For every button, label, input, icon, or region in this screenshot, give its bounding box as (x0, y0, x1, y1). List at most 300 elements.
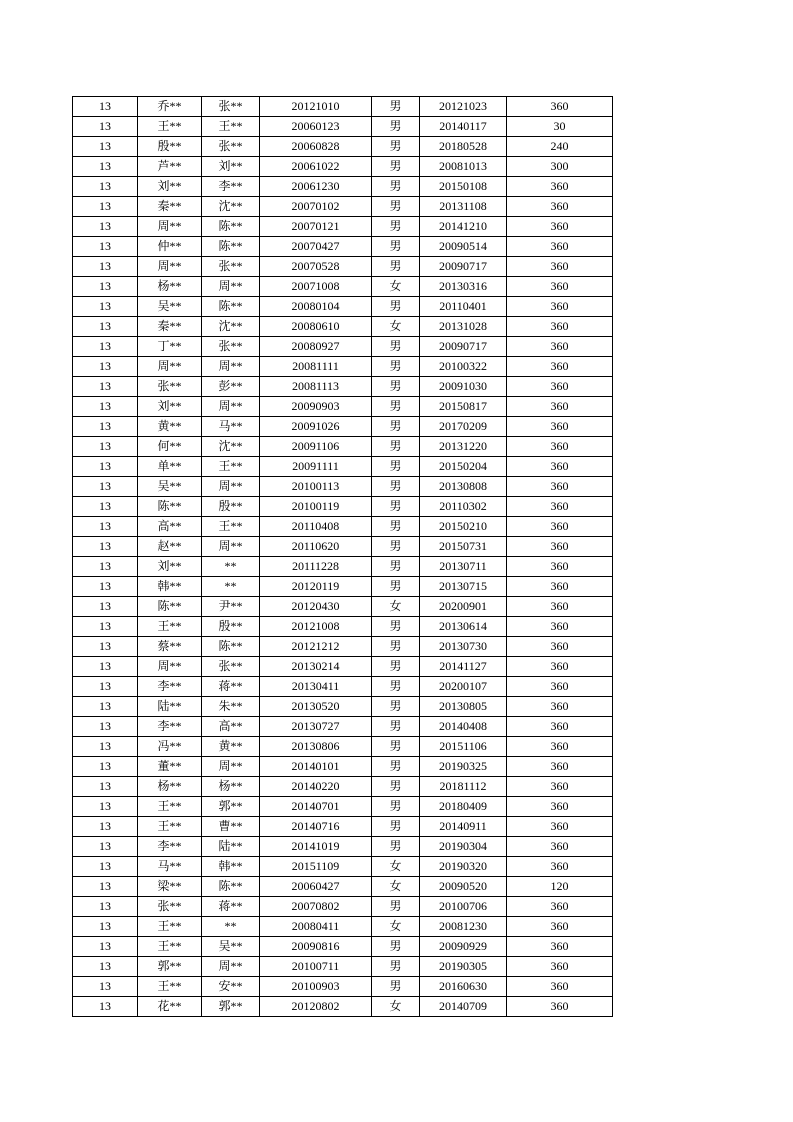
table-row (73, 317, 613, 337)
cell-name: 王** (138, 977, 202, 997)
cell-name-2: 杨** (202, 777, 260, 797)
cell-date-1: 20060427 (260, 877, 372, 897)
table-row (73, 377, 613, 397)
table-row (73, 297, 613, 317)
cell-amount: 360 (507, 497, 613, 517)
cell-name: 秦** (138, 197, 202, 217)
cell-name: 殷** (138, 137, 202, 157)
cell-date-1: 20090816 (260, 937, 372, 957)
cell-name: 赵** (138, 537, 202, 557)
cell-name-2: 蒋** (202, 897, 260, 917)
cell-name-2: 陈** (202, 217, 260, 237)
cell-group-number: 13 (73, 877, 138, 897)
cell-name-2: 李** (202, 177, 260, 197)
cell-group-number: 13 (73, 957, 138, 977)
cell-amount: 360 (507, 717, 613, 737)
cell-group-number: 13 (73, 757, 138, 777)
cell-date-1: 20130411 (260, 677, 372, 697)
cell-group-number: 13 (73, 317, 138, 337)
cell-amount: 360 (507, 197, 613, 217)
cell-amount: 360 (507, 317, 613, 337)
cell-date-2: 20130808 (420, 477, 507, 497)
cell-amount: 360 (507, 777, 613, 797)
cell-date-2: 20110302 (420, 497, 507, 517)
table-row (73, 277, 613, 297)
cell-name: 冯** (138, 737, 202, 757)
cell-name-2: 郭** (202, 997, 260, 1017)
cell-date-1: 20120119 (260, 577, 372, 597)
cell-name-2: 周** (202, 477, 260, 497)
cell-date-1: 20140101 (260, 757, 372, 777)
cell-group-number: 13 (73, 817, 138, 837)
cell-name-2: 张** (202, 337, 260, 357)
cell-amount: 360 (507, 537, 613, 557)
cell-name-2: 陈** (202, 297, 260, 317)
cell-date-2: 20131220 (420, 437, 507, 457)
cell-name: 马** (138, 857, 202, 877)
cell-amount: 360 (507, 817, 613, 837)
table-row (73, 737, 613, 757)
records-table (72, 96, 613, 1017)
table-row (73, 137, 613, 157)
cell-group-number: 13 (73, 557, 138, 577)
cell-group-number: 13 (73, 437, 138, 457)
cell-gender: 男 (372, 757, 420, 777)
cell-group-number: 13 (73, 157, 138, 177)
cell-date-2: 20100322 (420, 357, 507, 377)
cell-name-2: 吴** (202, 937, 260, 957)
cell-date-2: 20150731 (420, 537, 507, 557)
cell-date-2: 20180409 (420, 797, 507, 817)
cell-gender: 男 (372, 537, 420, 557)
cell-amount: 360 (507, 577, 613, 597)
cell-date-2: 20130715 (420, 577, 507, 597)
cell-date-1: 20090903 (260, 397, 372, 417)
cell-gender: 男 (372, 117, 420, 137)
cell-date-2: 20150108 (420, 177, 507, 197)
cell-gender: 男 (372, 797, 420, 817)
cell-amount: 360 (507, 757, 613, 777)
cell-date-2: 20121023 (420, 97, 507, 117)
cell-name-2: 沈** (202, 197, 260, 217)
cell-date-2: 20160630 (420, 977, 507, 997)
cell-date-1: 20080927 (260, 337, 372, 357)
cell-name: 周** (138, 257, 202, 277)
cell-amount: 360 (507, 397, 613, 417)
cell-date-1: 20110408 (260, 517, 372, 537)
table-row (73, 837, 613, 857)
cell-amount: 120 (507, 877, 613, 897)
cell-date-2: 20140408 (420, 717, 507, 737)
cell-date-1: 20081111 (260, 357, 372, 377)
cell-date-1: 20070427 (260, 237, 372, 257)
cell-gender: 男 (372, 717, 420, 737)
cell-group-number: 13 (73, 577, 138, 597)
cell-gender: 男 (372, 357, 420, 377)
cell-amount: 240 (507, 137, 613, 157)
cell-date-2: 20181112 (420, 777, 507, 797)
cell-date-1: 20061022 (260, 157, 372, 177)
cell-date-2: 20150817 (420, 397, 507, 417)
table-row (73, 677, 613, 697)
cell-date-2: 20180528 (420, 137, 507, 157)
cell-group-number: 13 (73, 237, 138, 257)
cell-name-2: 周** (202, 537, 260, 557)
cell-gender: 男 (372, 777, 420, 797)
cell-date-2: 20141127 (420, 657, 507, 677)
cell-gender: 男 (372, 337, 420, 357)
cell-name-2: 陈** (202, 237, 260, 257)
cell-gender: 男 (372, 397, 420, 417)
cell-name: 王** (138, 937, 202, 957)
cell-name: 黄** (138, 417, 202, 437)
cell-name: 仲** (138, 237, 202, 257)
cell-gender: 男 (372, 297, 420, 317)
cell-name-2: ** (202, 577, 260, 597)
table-row (73, 717, 613, 737)
cell-name: 丁** (138, 337, 202, 357)
cell-amount: 360 (507, 517, 613, 537)
cell-name-2: 蒋** (202, 677, 260, 697)
cell-name-2: 殷** (202, 497, 260, 517)
cell-name-2: 张** (202, 97, 260, 117)
table-row (73, 657, 613, 677)
cell-name-2: 沈** (202, 317, 260, 337)
cell-amount: 360 (507, 977, 613, 997)
cell-gender: 男 (372, 577, 420, 597)
cell-gender: 男 (372, 837, 420, 857)
cell-gender: 男 (372, 437, 420, 457)
table-row (73, 597, 613, 617)
table-row (73, 977, 613, 997)
cell-gender: 女 (372, 597, 420, 617)
cell-amount: 360 (507, 337, 613, 357)
cell-name: 吴** (138, 297, 202, 317)
cell-name-2: 周** (202, 757, 260, 777)
table-row (73, 237, 613, 257)
cell-name-2: 陆** (202, 837, 260, 857)
cell-date-1: 20140701 (260, 797, 372, 817)
cell-name-2: 周** (202, 957, 260, 977)
cell-name: 刘** (138, 557, 202, 577)
cell-name: 王** (138, 117, 202, 137)
cell-gender: 男 (372, 477, 420, 497)
cell-date-1: 20070802 (260, 897, 372, 917)
cell-date-1: 20151109 (260, 857, 372, 877)
cell-name-2: 周** (202, 357, 260, 377)
cell-date-1: 20080610 (260, 317, 372, 337)
cell-name: 王** (138, 917, 202, 937)
table-row (73, 497, 613, 517)
cell-name-2: 张** (202, 657, 260, 677)
cell-group-number: 13 (73, 537, 138, 557)
table-row (73, 437, 613, 457)
cell-date-1: 20060828 (260, 137, 372, 157)
cell-name-2: 郭** (202, 797, 260, 817)
cell-date-2: 20110401 (420, 297, 507, 317)
cell-name: 单** (138, 457, 202, 477)
cell-group-number: 13 (73, 657, 138, 677)
cell-gender: 男 (372, 177, 420, 197)
cell-name: 张** (138, 377, 202, 397)
cell-date-1: 20100113 (260, 477, 372, 497)
table-row (73, 857, 613, 877)
cell-amount: 360 (507, 857, 613, 877)
table-row (73, 197, 613, 217)
cell-group-number: 13 (73, 917, 138, 937)
cell-name: 郭** (138, 957, 202, 977)
cell-amount: 360 (507, 377, 613, 397)
cell-amount: 360 (507, 97, 613, 117)
cell-group-number: 13 (73, 377, 138, 397)
cell-amount: 360 (507, 217, 613, 237)
cell-group-number: 13 (73, 677, 138, 697)
cell-date-2: 20090929 (420, 937, 507, 957)
cell-gender: 男 (372, 497, 420, 517)
table-row (73, 357, 613, 377)
table-row (73, 997, 613, 1017)
cell-amount: 360 (507, 177, 613, 197)
table-row (73, 257, 613, 277)
table-row (73, 157, 613, 177)
table-row (73, 477, 613, 497)
cell-date-2: 20150204 (420, 457, 507, 477)
cell-date-2: 20130614 (420, 617, 507, 637)
cell-date-1: 20080104 (260, 297, 372, 317)
cell-date-1: 20091106 (260, 437, 372, 457)
cell-group-number: 13 (73, 217, 138, 237)
cell-gender: 男 (372, 517, 420, 537)
cell-date-1: 20130727 (260, 717, 372, 737)
cell-date-1: 20091111 (260, 457, 372, 477)
cell-date-1: 20130520 (260, 697, 372, 717)
cell-date-2: 20151106 (420, 737, 507, 757)
cell-name-2: 马** (202, 417, 260, 437)
cell-amount: 360 (507, 617, 613, 637)
table-row (73, 117, 613, 137)
cell-date-2: 20090717 (420, 337, 507, 357)
cell-name: 刘** (138, 397, 202, 417)
cell-date-2: 20130316 (420, 277, 507, 297)
cell-name: 张** (138, 897, 202, 917)
cell-name-2: 周** (202, 277, 260, 297)
cell-name: 何** (138, 437, 202, 457)
table-row (73, 937, 613, 957)
cell-name: 韩** (138, 577, 202, 597)
cell-group-number: 13 (73, 717, 138, 737)
cell-gender: 男 (372, 897, 420, 917)
cell-amount: 360 (507, 357, 613, 377)
cell-group-number: 13 (73, 697, 138, 717)
cell-group-number: 13 (73, 197, 138, 217)
cell-date-2: 20130805 (420, 697, 507, 717)
cell-name: 李** (138, 677, 202, 697)
table-row (73, 417, 613, 437)
cell-group-number: 13 (73, 617, 138, 637)
cell-date-2: 20190305 (420, 957, 507, 977)
cell-name-2: 王** (202, 117, 260, 137)
cell-date-2: 20140911 (420, 817, 507, 837)
cell-date-1: 20070102 (260, 197, 372, 217)
cell-date-2: 20131108 (420, 197, 507, 217)
cell-date-1: 20100903 (260, 977, 372, 997)
cell-date-2: 20090520 (420, 877, 507, 897)
records-table-body (73, 97, 613, 1017)
cell-date-2: 20130730 (420, 637, 507, 657)
cell-name: 秦** (138, 317, 202, 337)
cell-gender: 男 (372, 97, 420, 117)
cell-amount: 360 (507, 437, 613, 457)
cell-name: 王** (138, 797, 202, 817)
cell-gender: 男 (372, 417, 420, 437)
cell-amount: 360 (507, 237, 613, 257)
cell-amount: 360 (507, 457, 613, 477)
cell-name: 乔** (138, 97, 202, 117)
cell-name-2: 安** (202, 977, 260, 997)
cell-gender: 男 (372, 957, 420, 977)
cell-date-1: 20121010 (260, 97, 372, 117)
cell-group-number: 13 (73, 97, 138, 117)
cell-date-1: 20130806 (260, 737, 372, 757)
cell-date-2: 20150210 (420, 517, 507, 537)
cell-date-1: 20140716 (260, 817, 372, 837)
cell-date-1: 20121212 (260, 637, 372, 657)
cell-gender: 男 (372, 137, 420, 157)
cell-name: 周** (138, 657, 202, 677)
cell-date-2: 20090717 (420, 257, 507, 277)
cell-name: 杨** (138, 277, 202, 297)
cell-amount: 360 (507, 277, 613, 297)
cell-date-2: 20200107 (420, 677, 507, 697)
cell-name-2: 周** (202, 397, 260, 417)
cell-group-number: 13 (73, 337, 138, 357)
cell-date-1: 20081113 (260, 377, 372, 397)
cell-name-2: 彭** (202, 377, 260, 397)
cell-gender: 男 (372, 157, 420, 177)
cell-name-2: 张** (202, 137, 260, 157)
cell-group-number: 13 (73, 597, 138, 617)
cell-amount: 360 (507, 797, 613, 817)
table-row (73, 97, 613, 117)
cell-date-2: 20190325 (420, 757, 507, 777)
cell-group-number: 13 (73, 897, 138, 917)
table-row (73, 797, 613, 817)
cell-date-2: 20081013 (420, 157, 507, 177)
cell-name-2: 王** (202, 517, 260, 537)
cell-amount: 360 (507, 997, 613, 1017)
cell-date-2: 20090514 (420, 237, 507, 257)
cell-gender: 男 (372, 657, 420, 677)
cell-group-number: 13 (73, 497, 138, 517)
cell-group-number: 13 (73, 517, 138, 537)
cell-name: 芦** (138, 157, 202, 177)
cell-amount: 360 (507, 897, 613, 917)
cell-amount: 360 (507, 297, 613, 317)
cell-gender: 女 (372, 917, 420, 937)
cell-name-2: ** (202, 917, 260, 937)
cell-gender: 男 (372, 217, 420, 237)
cell-name: 董** (138, 757, 202, 777)
cell-name: 吴** (138, 477, 202, 497)
cell-date-1: 20070528 (260, 257, 372, 277)
table-row (73, 917, 613, 937)
table-row (73, 177, 613, 197)
cell-group-number: 13 (73, 477, 138, 497)
cell-name-2: 黄** (202, 737, 260, 757)
table-row (73, 777, 613, 797)
cell-name-2: 韩** (202, 857, 260, 877)
table-row (73, 877, 613, 897)
cell-date-1: 20091026 (260, 417, 372, 437)
table-row (73, 617, 613, 637)
cell-gender: 男 (372, 617, 420, 637)
cell-group-number: 13 (73, 297, 138, 317)
cell-date-1: 20070121 (260, 217, 372, 237)
cell-group-number: 13 (73, 357, 138, 377)
cell-date-2: 20200901 (420, 597, 507, 617)
cell-amount: 360 (507, 477, 613, 497)
table-row (73, 397, 613, 417)
cell-amount: 360 (507, 417, 613, 437)
cell-date-1: 20121008 (260, 617, 372, 637)
cell-amount: 30 (507, 117, 613, 137)
cell-name-2: 高** (202, 717, 260, 737)
cell-name: 陆** (138, 697, 202, 717)
cell-group-number: 13 (73, 177, 138, 197)
cell-group-number: 13 (73, 397, 138, 417)
cell-date-2: 20131028 (420, 317, 507, 337)
cell-amount: 360 (507, 557, 613, 577)
cell-group-number: 13 (73, 457, 138, 477)
cell-date-2: 20170209 (420, 417, 507, 437)
cell-gender: 女 (372, 277, 420, 297)
table-row (73, 217, 613, 237)
table-row (73, 757, 613, 777)
cell-date-2: 20091030 (420, 377, 507, 397)
table-row (73, 697, 613, 717)
cell-date-1: 20080411 (260, 917, 372, 937)
cell-gender: 男 (372, 377, 420, 397)
cell-name: 周** (138, 357, 202, 377)
cell-date-1: 20111228 (260, 557, 372, 577)
table-row (73, 537, 613, 557)
cell-date-1: 20140220 (260, 777, 372, 797)
cell-date-2: 20140117 (420, 117, 507, 137)
cell-name: 王** (138, 817, 202, 837)
cell-name: 陈** (138, 497, 202, 517)
cell-gender: 男 (372, 637, 420, 657)
cell-group-number: 13 (73, 257, 138, 277)
cell-name-2: ** (202, 557, 260, 577)
cell-gender: 男 (372, 257, 420, 277)
cell-gender: 女 (372, 857, 420, 877)
cell-name: 周** (138, 217, 202, 237)
cell-amount: 360 (507, 637, 613, 657)
cell-group-number: 13 (73, 937, 138, 957)
table-row (73, 897, 613, 917)
cell-gender: 男 (372, 237, 420, 257)
cell-gender: 男 (372, 937, 420, 957)
cell-name: 蔡** (138, 637, 202, 657)
cell-date-1: 20120430 (260, 597, 372, 617)
cell-date-1: 20060123 (260, 117, 372, 137)
cell-amount: 360 (507, 677, 613, 697)
table-row (73, 957, 613, 977)
cell-name-2: 陈** (202, 637, 260, 657)
cell-date-2: 20130711 (420, 557, 507, 577)
table-row (73, 817, 613, 837)
cell-amount: 360 (507, 657, 613, 677)
